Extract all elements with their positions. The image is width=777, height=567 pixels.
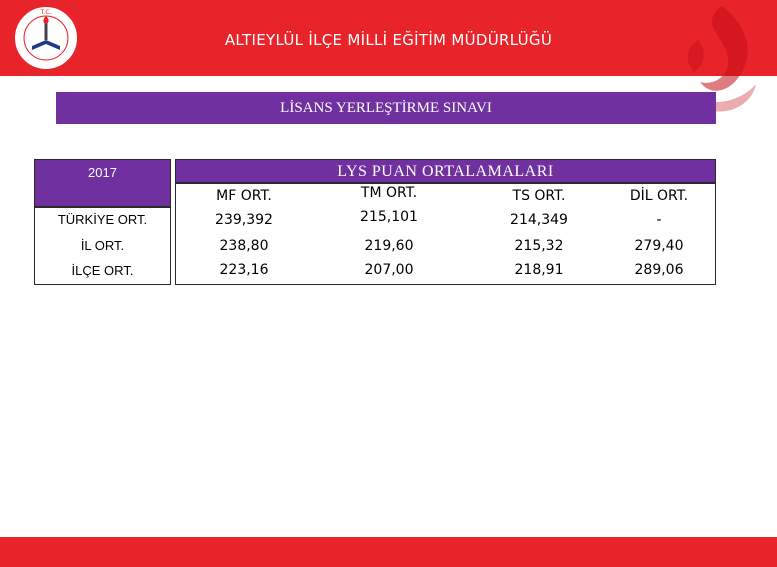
row-label-turkiye: TÜRKİYE ORT. [57, 212, 148, 227]
col-header-tm: TM ORT. [360, 185, 418, 201]
lys-score-table [34, 159, 716, 285]
year-cell: 2017 [34, 159, 171, 207]
cell-il-dil: 279,40 [634, 238, 684, 254]
lys-group-header: LYS PUAN ORTALAMALARI [175, 159, 716, 183]
cell-turkiye-dil: - [656, 212, 662, 228]
cell-ilce-mf: 223,16 [219, 262, 269, 278]
cell-il-ts: 215,32 [514, 238, 564, 254]
cell-il-mf: 238,80 [219, 238, 269, 254]
cell-ilce-ts: 218,91 [514, 262, 564, 278]
cell-turkiye-tm: 215,101 [360, 209, 418, 225]
header-title: ALTIEYLÜL İLÇE MİLLİ EĞİTİM MÜDÜRLÜĞÜ [224, 31, 553, 49]
section-title: LİSANS YERLEŞTİRME SINAVI [56, 92, 716, 124]
row-label-il: İL ORT. [80, 238, 125, 253]
cell-turkiye-ts: 214,349 [510, 212, 568, 228]
row-label-ilce: İLÇE ORT. [71, 263, 134, 278]
cell-turkiye-mf: 239,392 [215, 212, 273, 228]
svg-text:T.C.: T.C. [40, 9, 52, 16]
col-header-ts: TS ORT. [512, 188, 566, 204]
footer-band [0, 537, 777, 567]
col-header-dil: DİL ORT. [629, 188, 689, 204]
col-header-mf: MF ORT. [216, 188, 272, 204]
cell-ilce-tm: 207,00 [364, 262, 414, 278]
cell-ilce-dil: 289,06 [634, 262, 684, 278]
cell-il-tm: 219,60 [364, 238, 414, 254]
